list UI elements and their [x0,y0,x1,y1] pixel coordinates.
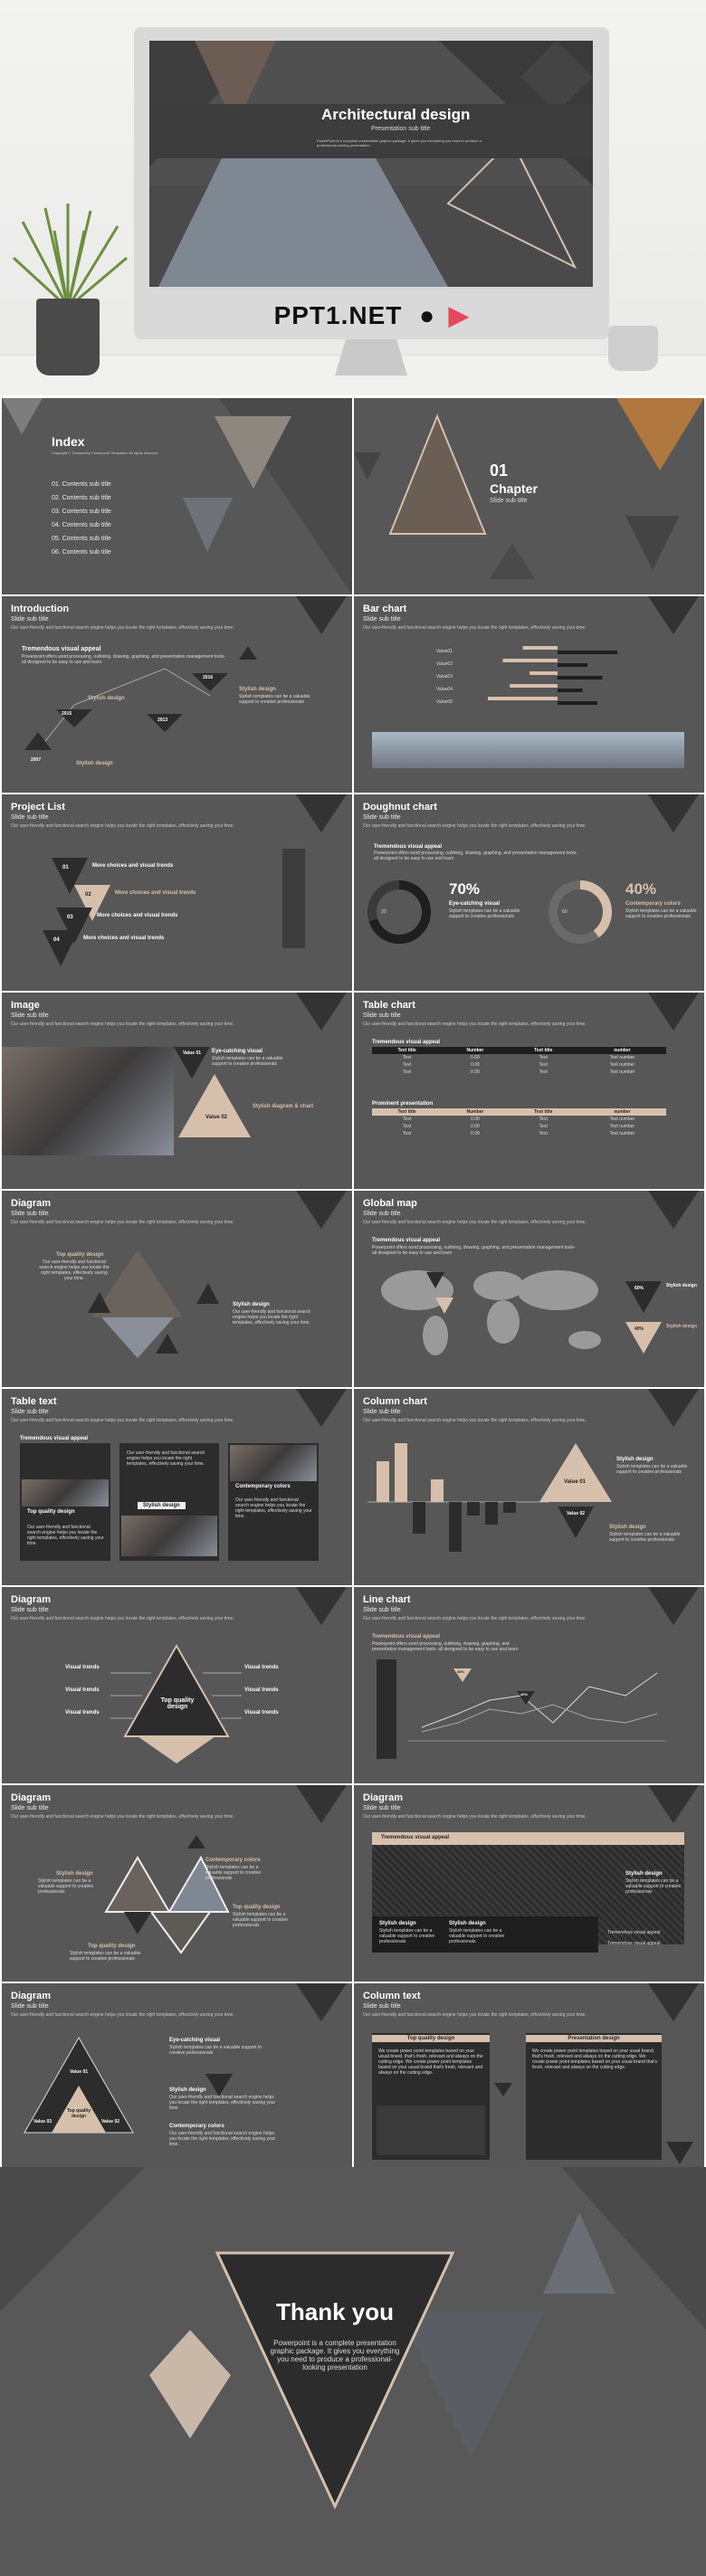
thanks-title: Thank you [275,2298,394,2325]
apple-icon: ● [419,301,436,329]
card-title: Stylish design [138,1502,186,1509]
slide-title: Diagram [363,1792,404,1803]
screen-shapes [149,41,593,287]
map-percent: 60% [634,1286,644,1291]
project-num: 02 [85,892,91,898]
value-label: Value 01 [70,2069,89,2075]
cell: Text [539,1124,548,1129]
year-label: 2016 [203,675,214,680]
thanks-shapes [0,2167,706,2576]
map-percent: 40% [634,1326,644,1332]
hero-section [0,0,706,395]
slide-sub: Slide sub title [363,814,401,821]
slide-sub: Slide sub title [11,1409,49,1415]
diagram-note: Our user-friendly and functional search engine helps you locate the right templates, effectively saving your time. [169,2095,276,2111]
table-heading-2: Prominent presentation [372,1101,434,1107]
cell: Text number [609,1117,635,1122]
slide-desc: Our user-friendly and functional search engine helps you locate the right templates, effectively saving your time. [11,1418,234,1423]
hero-subtitle: Presentation sub title [371,126,431,132]
cell: Text number [609,1062,635,1068]
diagram-note: Stylish templates can be a valuable support to creative professionals [449,1928,505,1944]
column-body: We create power point templates based on your usual brand, that's fresh, relevant and always on the cutting edge. We create power point templates based on your usual brand that's fresh, relevant and always on the cutting edge. [378,2048,483,2076]
line-percent: 40% [520,1692,529,1697]
table-header: Number [442,1047,509,1054]
legend-item: Tremendous visual appeal [607,1941,661,1946]
diagram-label: Contemporary colors [169,2124,224,2129]
slide-sub: Slide sub title [11,2003,49,2010]
doughnut-note: Stylish templates can be a valuable support to creative professionals [449,908,520,919]
bar-category-label: Value05 [436,699,453,705]
diagram-label: Stylish design [56,1871,93,1877]
slide-desc: Our user-friendly and functional search engine helps you locate the right templates, effectively saving your time. [363,1220,587,1225]
slide-title: Table chart [363,1000,415,1011]
slide-title: Introduction [11,604,70,614]
diagram-label: Eye-catching visual [169,2038,221,2043]
value-pyramid [2,1983,352,2180]
intro-label: Stylish design [239,687,276,692]
slide-desc: Our user-friendly and functional search engine helps you locate the right templates, effectively saving your time. [11,823,234,829]
card-title: Contemporary colors [235,1484,291,1489]
image-note: Stylish templates can be a valuable support to creative professionals [212,1056,283,1067]
line-chart [354,1587,704,1783]
intro-label: Stylish design [88,696,125,701]
thanks-body: Powerpoint is a complete presentation graphic package. It gives you everything you need to produce a professional-looking presentation [270,2339,400,2372]
visual-trend: Visual trends [244,1687,279,1693]
bar [503,659,558,662]
percent-70: 70% [449,880,481,898]
slide-title: Line chart [363,1594,411,1605]
slide-desc: Our user-friendly and functional search engine helps you locate the right templates, effectively saving your time. [11,1220,234,1225]
corner-triangle [296,1389,347,1427]
project-item: More choices and visual trends [92,863,174,869]
slide-sub: Slide sub title [11,616,49,623]
visual-trend: Visual trends [244,1665,279,1670]
image-label: Stylish diagram & chart [253,1104,314,1109]
table-header: Number [442,1108,509,1116]
bar [558,676,603,680]
cell: Text [402,1069,412,1075]
slide-table-text [2,1389,352,1585]
cell: 0.00 [471,1069,480,1075]
slide-desc: Our user-friendly and functional search engine helps you locate the right templates, effectively saving your time. [363,1814,587,1820]
year-label: 2013 [157,718,168,723]
slide-sub: Slide sub title [11,814,49,821]
plant-illustration [5,204,131,312]
band-title: Tremendous visual appeal [381,1835,450,1840]
legend-item: Tremendous visual appeal [607,1930,661,1935]
slide-bar-chart [354,596,704,793]
diagram-label: Contemporary colors [205,1858,261,1863]
card-title: Top quality design [27,1509,75,1515]
slide-doughnut-chart [354,794,704,991]
slide-sub: Slide sub title [11,1012,49,1019]
slide-index [2,398,352,594]
brand-bar [134,290,609,344]
data-table-2 [372,1108,666,1137]
slide-sub: Slide sub title [363,2003,401,2010]
cell: Text [402,1131,412,1136]
bar [530,671,558,675]
column-chart [354,1389,704,1585]
table-header: Text title [372,1047,442,1054]
project-item: More choices and visual trends [83,936,165,941]
intro-label: Stylish design [76,761,113,766]
doughnut-label: Contemporary colors [625,901,681,907]
cell: Text [402,1117,412,1122]
tva-heading: Tremendous visual appeal [372,1634,441,1640]
slide-title: Bar chart [363,604,407,614]
diagram-note: Our user-friendly and functional search engine helps you locate the right templates, effectively saving your time. [169,2131,276,2147]
slide-diagram-4 [354,1785,704,1982]
slide-title: Diagram [11,1198,52,1209]
hero-blurb: PowerPoint is a complete presentation graphic package. It gives you everything you need to produce a professional-looking presentation [317,138,482,147]
index-desc: Copyright © Trustworthy Powerpoint Templates. All rights reserved [52,451,158,455]
slide-desc: Our user-friendly and functional search engine helps you locate the right templates, effectively saving your time. [363,2012,587,2018]
slide-desc: Our user-friendly and functional search engine helps you locate the right templates, effectively saving your time. [363,1022,587,1027]
slide-column-chart [354,1389,704,1585]
card-photo [230,1445,317,1481]
cell: 0.00 [471,1062,480,1068]
slide-thank-you [0,2167,706,2576]
cell: 0.00 [471,1124,480,1129]
index-item[interactable]: 03. Contents sub title [52,509,111,515]
diagram-label: Stylish design [233,1302,270,1307]
slide-global-map [354,1191,704,1387]
index-list [52,478,111,559]
column-body: We create power point templates based on your usual brand, that's fresh, relevant and always on the cutting edge. We create power point templates based on your usual brand that's fresh, relevant and always on the cutting edge. [532,2048,657,2070]
bar [558,663,587,667]
slide-project-list [2,794,352,991]
cell: Text [539,1069,548,1075]
slide-sub: Slide sub title [363,1012,401,1019]
table-heading: Tremendous visual appeal [372,1040,441,1045]
slide-title: Diagram [11,1991,52,2001]
column-label: Stylish design [609,1525,646,1530]
slide-diagram-1 [2,1191,352,1387]
slide-line-chart [354,1587,704,1783]
value-label: Value 03 [33,2119,52,2124]
diagram-desc: Our user-friendly and functional search engine helps you locate the right templates, effectively saving your time. [233,1309,311,1326]
cell: 0.00 [471,1117,480,1122]
doughnut-label: Eye-catching visual [449,901,501,907]
tva-heading: Tremendous visual appeal [374,844,443,850]
column-note: Stylish templates can be a valuable support to creative professionals [616,1464,688,1475]
plant-pot [36,299,100,375]
brand-text: PPT1.NET [273,301,403,329]
card-desc: Our user-friendly and functional search engine helps you locate the right templates, effectively saving your time. [27,1525,104,1546]
chapter-shapes [354,398,704,594]
value-label: Value 02 [205,1115,228,1120]
slide-title: Image [11,1000,40,1011]
tva-heading: Tremendous visual appeal [372,1238,441,1243]
slide-desc: Our user-friendly and functional search engine helps you locate the right templates, effectively saving your time. [363,1616,587,1621]
slide-sub: Slide sub title [11,1805,49,1811]
slide-sub: Slide sub title [11,1607,49,1613]
table-header: Text title [509,1047,578,1054]
slide-table-chart [354,993,704,1189]
slide-desc: Our user-friendly and functional search engine helps you locate the right templates, effectively saving your time. [11,1022,234,1027]
table-row [372,1123,666,1130]
visual-trend: Visual trends [65,1665,100,1670]
year-label: 2007 [31,757,42,763]
cell: Text number [609,1055,635,1060]
slide-desc: Our user-friendly and functional search engine helps you locate the right templates, effectively saving your time. [11,625,234,631]
tva-desc: Powerpoint offers word processing, outlining, drawing, graphing, and presentation management tools- all designed to be easy to use and learn [22,654,225,665]
table-row [372,1061,666,1069]
value-label: Value 01 [183,1050,202,1056]
slide-sub: Slide sub title [363,1211,401,1217]
monitor-screen [149,41,593,287]
diagram-shapes [2,1191,352,1387]
pyramid-center: Top quality design [66,2108,91,2119]
column-text-shapes [354,1983,704,2180]
data-table [372,1047,666,1076]
bar [558,651,617,654]
cell: Text [539,1062,548,1068]
diagram-note: Stylish templates can be a valuable support to creative professionals [169,2045,262,2056]
project-num: 03 [67,915,73,920]
slide-sub: Slide sub title [363,1805,401,1811]
card-desc: Our user-friendly and functional search engine helps you locate the right templates, effectively saving your time. [235,1497,312,1519]
city-photo [372,732,684,768]
chapter-number: 01 [490,461,509,480]
slide-desc: Our user-friendly and functional search engine helps you locate the right templates, effectively saving your time. [11,2012,234,2018]
index-item[interactable]: 01. Contents sub title [52,481,111,488]
index-title: Index [52,434,85,449]
diagram-label: Top quality design [233,1905,281,1910]
slide-chapter [354,398,704,594]
slide-title: Column text [363,1991,421,2001]
monitor-stand [335,339,407,375]
tva-desc: Powerpoint offers word processing, outlining, drawing, graphing, and presentation management tools- all designed to be easy to use and learn [372,1245,576,1256]
table-header: number [578,1108,666,1116]
play-logo-icon: ▶ [448,301,470,329]
slide-title: Diagram [11,1792,52,1803]
cell: 0.00 [471,1131,480,1136]
image-label: Eye-catching visual [212,1049,263,1054]
pyramid-diagram [2,1587,352,1783]
cell: Text [539,1055,548,1060]
tva-desc: Powerpoint offers word processing, outlining, drawing, graphing, and presentation management tools- all designed to be easy to use and learn [372,1641,519,1652]
table-row [372,1054,666,1061]
diagram-label: Stylish design [449,1921,486,1926]
cell: Text number [609,1069,635,1075]
slide-title: Column chart [363,1396,427,1407]
bar [488,697,558,700]
diagram-note: Stylish templates can be a valuable support to creative professionals [625,1878,682,1895]
map-label: Stylish design [666,1283,697,1288]
year-label: 2015 [62,711,72,717]
slide-desc: Our user-friendly and functional search engine helps you locate the right templates, effectively saving your time. [363,823,587,829]
project-item: More choices and visual trends [97,913,178,918]
project-item: More choices and visual trends [115,890,196,896]
slide-desc: Our user-friendly and functional search engine helps you locate the right templates, effectively saving your time. [363,625,587,631]
column-heading: Top quality design [372,2035,490,2042]
cell: Text number [609,1131,635,1136]
diagram-label: Top quality design [88,1944,136,1949]
slide-title: Diagram [11,1594,52,1605]
bar [510,684,558,688]
table-row [372,1069,666,1076]
slide-title: Project List [11,802,65,813]
cell: Text [402,1055,412,1060]
bar-category-label: Value02 [436,661,453,667]
index-item[interactable]: 04. Contents sub title [52,522,111,528]
cell: Text number [609,1124,635,1129]
coffee-mug [608,326,658,371]
corner-triangle [648,1785,699,1823]
slide-diagram-2 [2,1587,352,1783]
card-photo [121,1516,217,1556]
diagram-note: Stylish templates can be a valuable support to creative professionals [379,1928,435,1944]
value-label: Value 01 [564,1479,587,1485]
bar-category-label: Value04 [436,687,453,692]
cell: Text [402,1124,412,1129]
cell: 0.00 [471,1055,480,1060]
image-shapes [2,993,352,1189]
tva-desc: Powerpoint offers word processing, outlining, drawing, graphing, and presentation management tools- all designed to be easy to use and learn [374,851,577,861]
visual-trend: Visual trends [65,1687,100,1693]
diagram-note: Stylish templates can be a valuable support to creative professionals [70,1951,141,1962]
diagram-note: Stylish templates can be a valuable support to creative professionals [233,1912,289,1928]
slide-title: Global map [363,1198,417,1209]
value-label: Value 02 [567,1511,586,1516]
doughnut-num: 60 [562,909,568,915]
percent-40: 40% [625,880,657,898]
value-label: Value 02 [101,2119,120,2124]
diagram-label: Stylish design [379,1921,416,1926]
slide-title: Table text [11,1396,57,1407]
slide-sub: Slide sub title [363,1409,401,1415]
slide-desc: Our user-friendly and functional search engine helps you locate the right templates, effectively saving your time. [11,1814,234,1820]
table-row [372,1130,666,1137]
diagram-label: Top quality design [56,1252,104,1258]
bar [523,646,558,650]
card-desc: Our user-friendly and functional search engine helps you locate the right templates, effectively saving your time. [127,1450,205,1467]
column-label: Stylish design [616,1457,654,1462]
column-note: Stylish templates can be a valuable support to creative professionals [609,1532,681,1543]
column-heading: Presentation design [526,2035,662,2042]
bar-category-label: Value03 [436,674,453,680]
slide-diagram-3 [2,1785,352,1982]
bar-category-label: Value01 [436,649,453,654]
card-photo [22,1479,109,1507]
pyramid-center: Top quality design [160,1697,195,1710]
slide-image [2,993,352,1189]
table-header: Text title [509,1108,578,1116]
intro-note: Stylish templates can be a valuable support to creative professionals [239,694,310,705]
slide-introduction [2,596,352,793]
cell: Text [402,1062,412,1068]
tva-heading: Tremendous visual appeal [20,1436,89,1441]
table-header: Text title [372,1108,442,1116]
table-header: number [578,1047,666,1054]
hero-title: Architectural design [321,106,471,123]
slide-diagram-5 [2,1983,352,2180]
project-num: 01 [62,865,69,870]
slide-sub: Slide sub title [11,1211,49,1217]
bar [558,689,583,692]
cell: Text [539,1131,548,1136]
project-num: 04 [53,937,60,943]
visual-trend: Visual trends [244,1710,279,1716]
table-row [372,1116,666,1123]
slide-title: Doughnut chart [363,802,437,813]
index-item[interactable]: 06. Contents sub title [52,549,111,556]
chapter-sub: Slide sub title [490,498,528,504]
tva-heading: Tremendous visual appeal [22,646,101,652]
diagram-label: Stylish design [169,2087,206,2093]
index-item[interactable]: 02. Contents sub title [52,495,111,501]
slide-sub: Slide sub title [363,1607,401,1613]
diagram-label: Stylish design [625,1871,663,1877]
slide-column-text [354,1983,704,2180]
visual-trend: Visual trends [65,1710,100,1716]
diagram-desc: Our user-friendly and functional search engine helps you locate the right templates, effectively saving your time. [39,1259,110,1281]
diagram-note: Stylish templates can be a valuable support to creative professionals [38,1878,94,1895]
corner-triangle [648,993,699,1031]
doughnut-note: Stylish templates can be a valuable support to creative professionals [625,908,697,919]
bar [558,701,597,705]
diagram-note: Stylish templates can be a valuable support to creative professionals [205,1865,262,1881]
map-label: Stylish design [666,1324,697,1329]
slide-desc: Our user-friendly and functional search engine helps you locate the right templates, effectively saving your time. [363,1418,587,1423]
slide-desc: Our user-friendly and functional search engine helps you locate the right templates, effectively saving your time. [11,1616,234,1621]
world-map [354,1191,704,1387]
slide-sub: Slide sub title [363,616,401,623]
cell: Text [539,1117,548,1122]
line-percent: 30% [457,1669,465,1674]
chapter-title: Chapter [490,481,538,496]
index-item[interactable]: 05. Contents sub title [52,536,111,542]
doughnut-num: 30 [381,909,386,915]
